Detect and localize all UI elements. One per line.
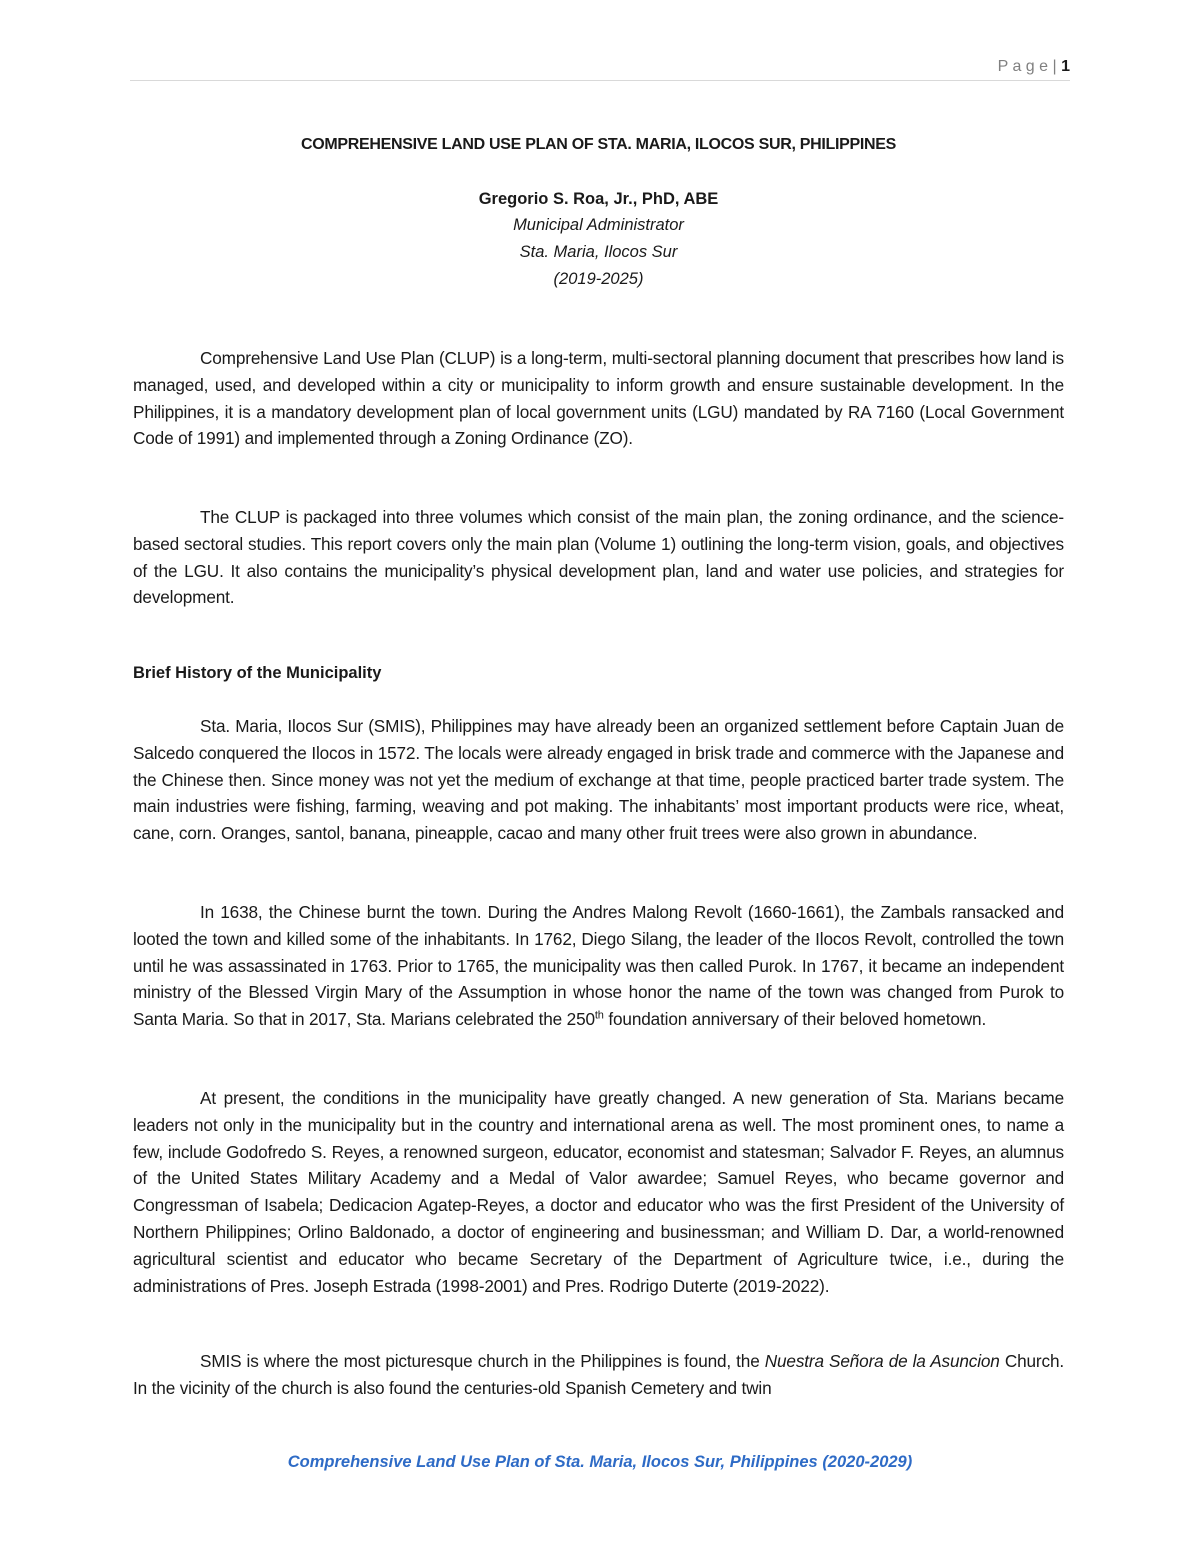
header-rule <box>130 80 1070 81</box>
intro-paragraph-2: The CLUP is packaged into three volumes which consist of the main plan, the zoning ordinance, and the science-based sectoral studies. This report covers only the main plan (Volume 1) outlining the long-term vision, goals, and objectives of the LGU. It also contains the municipality’s physical development plan, land and water use policies, and strategies for development. <box>133 507 1064 608</box>
history-paragraph-2: In 1638, the Chinese burnt the town. During the Andres Malong Revolt (1660-1661), the Zambals ransacked and looted the town and killed some of the inhabitants. In 1762, Diego Silang, the leader of the Ilocos Revolt, controlled the town until he was assassinated in 1763. Prior to 1765, the municipality was then called Purok. In 1767, it became an independent ministry of the Blessed Virgin Mary of the Assumption in whose honor the name of the town was changed from Purok to Santa Maria. So that in 2017, Sta. Marians celebrated the 250th foundation anniversary of their beloved hometown. <box>133 902 1064 1030</box>
author-position: Municipal Administrator <box>513 216 684 234</box>
history-paragraph-1: Sta. Maria, Ilocos Sur (SMIS), Philippines may have already been an organized settlement before Captain Juan de Salcedo conquered the Ilocos in 1572. The locals were already engaged in brisk trade and commerce with the Japanese and the Chinese then. Since money was not yet the medium of exchange at that time, people practiced barter trade system. The main industries were fishing, farming, weaving and pot making. The inhabitants’ most important products were rice, wheat, cane, corn. Oranges, santol, banana, pineapple, cacao and many other fruit trees were also grown in abundance. <box>133 716 1064 844</box>
church-name: Nuestra Señora de la Asuncion <box>764 1351 1000 1371</box>
page-number: 1 <box>1061 58 1070 75</box>
section-heading-history: Brief History of the Municipality <box>133 664 382 682</box>
history-paragraph-4: SMIS is where the most picturesque church in the Philippines is found, the Nuestra Señora de la Asuncion Church. In the vicinity of the church is also found the centuries-old Spanish Cemetery and twin <box>133 1351 1064 1398</box>
author-name: Gregorio S. Roa, Jr., PhD, ABE <box>478 190 719 208</box>
page-separator: | <box>1052 58 1057 75</box>
page-number-header <box>998 58 1070 76</box>
document-title: COMPREHENSIVE LAND USE PLAN OF STA. MARIA, ILOCOS SUR, PHILIPPINES <box>300 136 897 153</box>
intro-paragraph-1: Comprehensive Land Use Plan (CLUP) is a long-term, multi-sectoral planning document that prescribes how land is managed, used, and developed within a city or municipality to inform growth and ensure sustainable development. In the Philippines, it is a mandatory development plan of local government units (LGU) mandated by RA 7160 (Local Government Code of 1991) and implemented through a Zoning Ordinance (ZO). <box>133 348 1064 449</box>
page-label: P a g e <box>997 58 1049 75</box>
author-location: Sta. Maria, Ilocos Sur <box>519 243 678 261</box>
author-term: (2019-2025) <box>553 270 644 288</box>
history-paragraph-3: At present, the conditions in the municipality have greatly changed. A new generation of Sta. Marians became leaders not only in the municipality but in the country and international arena as well. The most prominent ones, to name a few, include Godofredo S. Reyes, a renowned surgeon, educator, economist and statesman; Salvador F. Reyes, an alumnus of the United States Military Academy and a Medal of Valor awardee; Samuel Reyes, who became governor and Congressman of Isabela; Dedicacion Agatep-Reyes, a doctor and educator who was the first President of the University of Northern Philippines; Orlino Baldonado, a doctor of engineering and businessman; and William D. Dar, a world-renowned agricultural scientist and educator who became Secretary of the Department of Agriculture twice, i.e., during the administrations of Pres. Joseph Estrada (1998-2001) and Pres. Rodrigo Duterte (2019-2022). <box>133 1088 1064 1296</box>
page-footer: Comprehensive Land Use Plan of Sta. Maria, Ilocos Sur, Philippines (2020-2029) <box>287 1453 913 1471</box>
superscript-th: th <box>594 1009 604 1022</box>
